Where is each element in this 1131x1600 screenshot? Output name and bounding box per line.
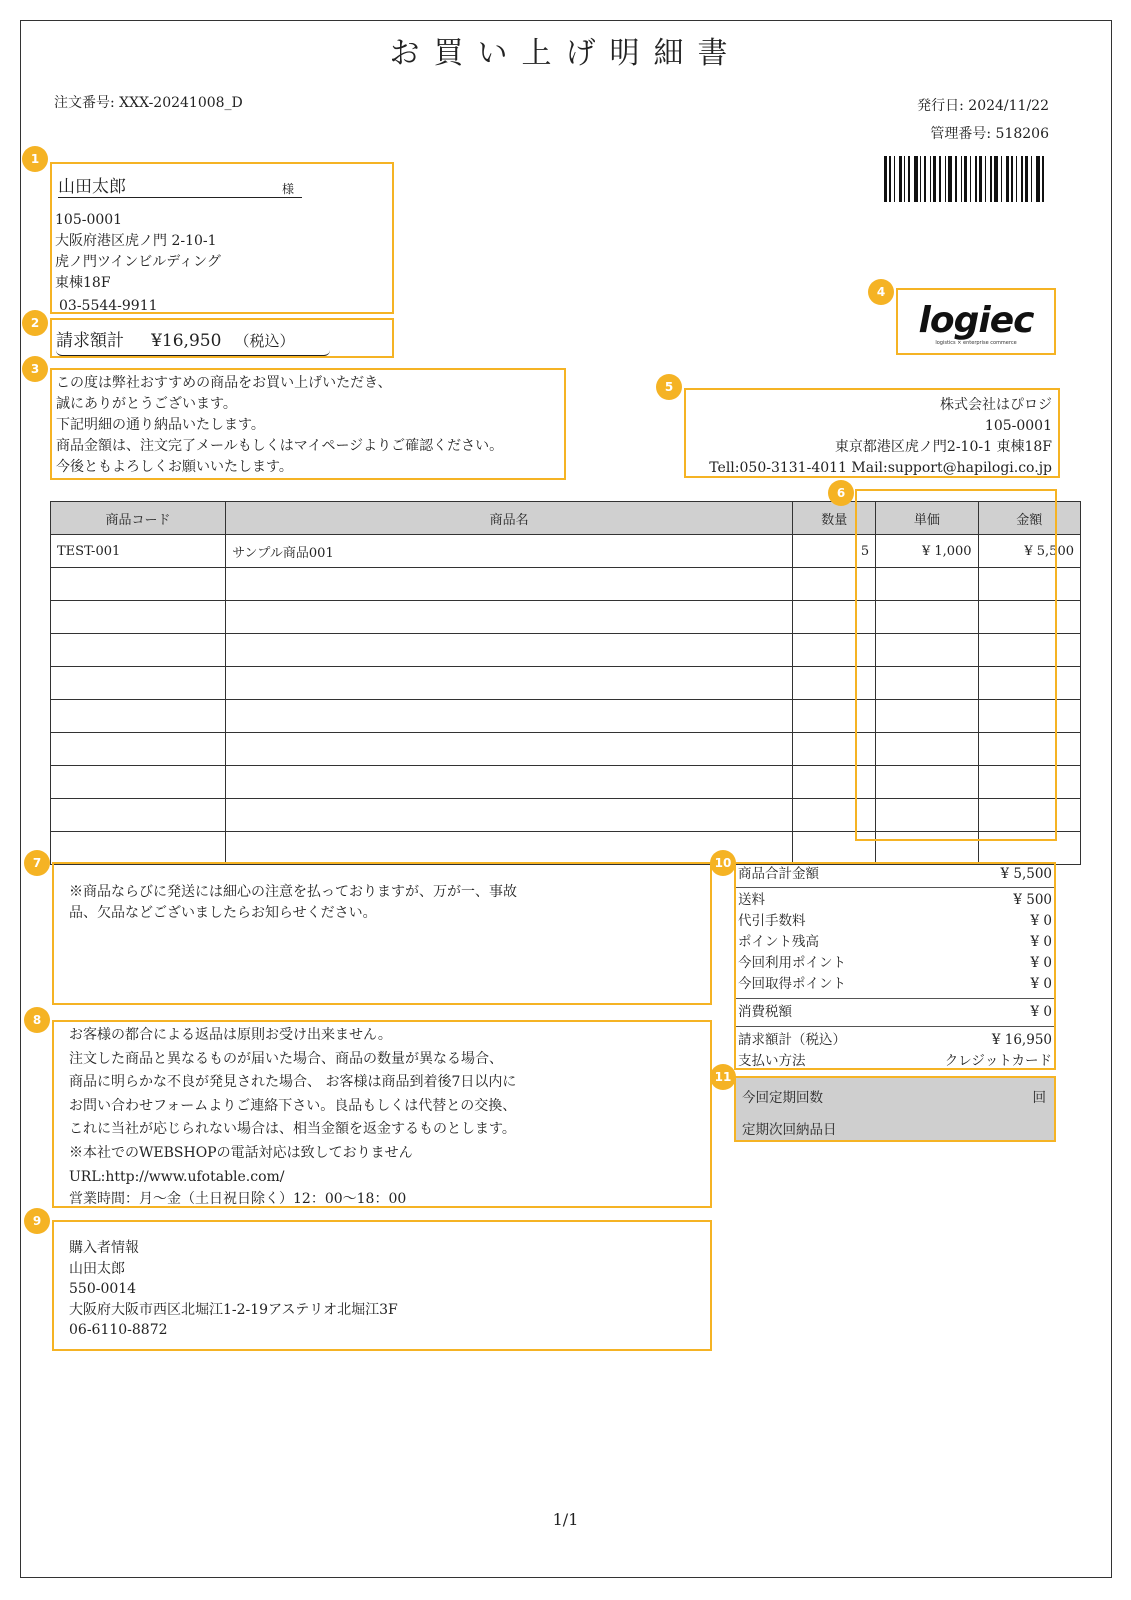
barcode-bar <box>930 156 931 202</box>
notice-box <box>52 862 712 1005</box>
barcode-bar <box>1031 156 1032 202</box>
badge-9: 9 <box>24 1208 50 1234</box>
badge-11: 11 <box>710 1064 736 1090</box>
purchaser-phone: 06-6110-8872 <box>69 1322 168 1338</box>
barcode-bar <box>1011 156 1013 202</box>
document-title: お買い上げ明細書 <box>389 36 742 71</box>
barcode-bar <box>899 156 902 202</box>
summary-row <box>736 1002 1054 1023</box>
cell-name <box>226 766 793 799</box>
purchaser-address: 大阪府大阪市西区北堀江1-2-19アステリオ北堀江3F <box>69 1301 398 1318</box>
barcode-bar <box>948 156 952 202</box>
summary-row <box>736 953 1054 974</box>
customer-honorific: 様 <box>282 182 295 196</box>
cell-name <box>226 601 793 634</box>
logo-box <box>896 288 1056 355</box>
barcode-bar <box>975 156 977 202</box>
customer-phone: 03-5544-9911 <box>59 298 158 314</box>
policy-line: これに当社が応じられない場合は、相当金額を返金するものとします。 <box>69 1121 516 1138</box>
subscription-count-unit: 回 <box>1032 1090 1046 1106</box>
summary-box <box>734 862 1056 1070</box>
address-line: 虎ノ門ツインビルディング <box>55 254 221 270</box>
barcode-bar <box>994 156 998 202</box>
badge-2: 2 <box>22 310 48 336</box>
cell-name <box>226 667 793 700</box>
message-line: 今後ともよろしくお願いいたします。 <box>56 459 293 475</box>
barcode-bar <box>920 156 921 202</box>
barcode <box>884 156 1078 202</box>
customer-box <box>50 162 394 314</box>
issue-date: 発行日: 2024/11/22 <box>917 98 1049 114</box>
cell-code <box>51 634 226 667</box>
badge-3: 3 <box>22 356 48 382</box>
summary-row <box>736 890 1054 911</box>
notice-line: ※商品ならびに発送には細心の注意を払っておりますが、万が一、事故 <box>69 884 517 900</box>
policy-line: お客様の都合による返品は原則お受け出来ません。 <box>69 1027 392 1043</box>
barcode-bar <box>908 156 910 202</box>
summary-row <box>736 864 1054 885</box>
summary-value: ¥ 500 <box>1013 892 1052 908</box>
summary-row <box>736 932 1054 953</box>
barcode-bar <box>1025 156 1028 202</box>
billing-box <box>50 318 394 358</box>
purchaser-box <box>52 1220 712 1351</box>
policy-line: 商品に明らかな不良が発見された場合、 お客様は商品到着後7日以内に <box>69 1074 517 1091</box>
cell-name <box>226 634 793 667</box>
summary-label: ポイント残高 <box>738 934 819 950</box>
message-line: 誠にありがとうございます。 <box>56 396 237 412</box>
company-name: 株式会社はぴロジ <box>940 397 1052 413</box>
barcode-bar <box>894 156 895 202</box>
summary-value: クレジットカード <box>944 1053 1052 1069</box>
barcode-bar <box>1001 156 1002 202</box>
badge-8: 8 <box>24 1007 50 1033</box>
summary-label: 今回利用ポイント <box>738 955 846 971</box>
barcode-bar <box>1016 156 1017 202</box>
billing-line <box>56 326 330 356</box>
summary-value: ¥ 5,500 <box>1000 866 1052 882</box>
policy-line: 注文した商品と異なるものが届いた場合、商品の数量が異なる場合、 <box>69 1050 503 1067</box>
cell-amount: ¥ 5,500 <box>978 535 1080 568</box>
page-number: 1/1 <box>552 1510 579 1529</box>
summary-row <box>736 974 1054 995</box>
customer-postal: 105-0001 <box>55 212 123 228</box>
summary-label: 請求額計（税込） <box>738 1032 846 1048</box>
cell-code <box>51 832 226 865</box>
customer-name-line <box>58 172 302 198</box>
billing-tax-note: （税込） <box>234 332 295 350</box>
barcode-bar <box>924 156 926 202</box>
badge-10: 10 <box>710 850 736 876</box>
customer-name: 山田太郎 <box>58 177 126 197</box>
summary-value: ¥ 16,950 <box>991 1032 1052 1048</box>
purchaser-heading: 購入者情報 <box>69 1240 139 1256</box>
cell-code <box>51 667 226 700</box>
cell-name <box>226 832 793 865</box>
company-contact: Tell:050-3131-4011 Mail:support@hapilogi.co.jp <box>709 460 1052 476</box>
cell-name <box>226 799 793 832</box>
cell-code <box>51 766 226 799</box>
summary-row <box>736 1030 1054 1051</box>
company-postal: 105-0001 <box>984 418 1052 434</box>
barcode-bar <box>889 156 891 202</box>
cell-code <box>51 799 226 832</box>
subscription-next-delivery-label: 定期次回納品日 <box>742 1122 837 1138</box>
billing-label: 請求額計 <box>56 331 124 351</box>
barcode-bar <box>1042 156 1044 202</box>
cell-code: TEST-001 <box>51 535 226 568</box>
policy-line: お問い合わせフォームよりご連絡下さい。良品もしくは代替との交換、 <box>69 1097 517 1114</box>
cell-code <box>51 700 226 733</box>
col-header-unit-price: 単価 <box>876 502 978 535</box>
barcode-bar <box>964 156 967 202</box>
barcode-bar <box>914 156 918 202</box>
message-box <box>50 368 566 480</box>
purchaser-name: 山田太郎 <box>69 1260 125 1277</box>
summary-label: 商品合計金額 <box>738 866 819 882</box>
summary-value: ¥ 0 <box>1030 934 1052 950</box>
cell-name: サンプル商品001 <box>226 535 793 568</box>
barcode-bar <box>1036 156 1040 202</box>
summary-value: ¥ 0 <box>1030 913 1052 929</box>
summary-label: 送料 <box>738 892 765 908</box>
cell-code <box>51 568 226 601</box>
barcode-bar <box>985 156 986 202</box>
barcode-bar <box>1021 156 1023 202</box>
summary-value: ¥ 0 <box>1030 976 1052 992</box>
badge-4: 4 <box>868 279 894 305</box>
message-line: 商品金額は、注文完了メールもしくはマイページよりご確認ください。 <box>56 438 504 454</box>
badge-5: 5 <box>656 374 682 400</box>
policy-hours: 営業時間：月～金（土日祝日除く）12：00～18：00 <box>69 1191 407 1208</box>
col-header-code: 商品コード <box>51 502 226 535</box>
message-line: この度は弊社おすすめの商品をお買い上げいただき、 <box>56 375 392 391</box>
address-line: 東棟18F <box>55 275 111 291</box>
badge-6: 6 <box>828 480 854 506</box>
summary-label: 支払い方法 <box>738 1053 806 1069</box>
cell-code <box>51 733 226 766</box>
summary-label: 今回取得ポイント <box>738 976 846 992</box>
barcode-bar <box>961 156 962 202</box>
company-address: 東京都港区虎ノ門2-10-1 東棟18F <box>834 439 1052 455</box>
cell-name <box>226 733 793 766</box>
barcode-bar <box>979 156 982 202</box>
notice-line: 品、欠品などございましたらお知らせください。 <box>69 905 377 921</box>
cell-name <box>226 568 793 601</box>
summary-row <box>736 911 1054 932</box>
summary-label: 代引手数料 <box>738 913 806 929</box>
barcode-bar <box>904 156 905 202</box>
policy-line: ※本社でのWEBSHOPの電話対応は致しておりません <box>69 1144 413 1161</box>
logo-tagline: logistics × enterprise commerce <box>935 340 1017 346</box>
cell-name <box>226 700 793 733</box>
customer-address <box>55 210 221 317</box>
order-number: 注文番号: XXX-20241008_D <box>54 95 243 111</box>
company-box <box>684 388 1060 478</box>
cell-unit-price: ¥ 1,000 <box>876 535 978 568</box>
col-header-name: 商品名 <box>226 502 793 535</box>
summary-value: ¥ 0 <box>1030 955 1052 971</box>
logo: logiec <box>918 300 1034 341</box>
address-line: 大阪府港区虎ノ門 2-10-1 <box>55 233 217 249</box>
barcode-bar <box>945 156 946 202</box>
billing-amount: ¥16,950 <box>151 331 222 351</box>
barcode-bar <box>955 156 957 202</box>
barcode-bar <box>933 156 936 202</box>
policy-url: URL:http://www.ufotable.com/ <box>69 1168 285 1185</box>
management-number: 管理番号: 518206 <box>930 126 1049 142</box>
purchaser-postal: 550-0014 <box>69 1281 137 1297</box>
returns-policy-box <box>52 1020 712 1208</box>
barcode-bar <box>970 156 971 202</box>
barcode-bar <box>884 156 887 202</box>
price-columns-highlight <box>855 489 1057 841</box>
cell-code <box>51 601 226 634</box>
subscription-count-label: 今回定期回数 <box>742 1090 823 1106</box>
summary-label: 消費税額 <box>738 1004 792 1020</box>
barcode-bar <box>939 156 941 202</box>
cell-qty: 5 <box>793 535 876 568</box>
message-line: 下記明細の通り納品いたします。 <box>56 417 265 433</box>
barcode-bar <box>1006 156 1009 202</box>
subscription-box <box>734 1076 1056 1142</box>
badge-7: 7 <box>24 850 50 876</box>
badge-1: 1 <box>22 146 48 172</box>
col-header-amount: 金額 <box>978 502 1080 535</box>
summary-row <box>736 1051 1054 1072</box>
col-header-qty: 数量 <box>793 502 876 535</box>
barcode-bar <box>990 156 992 202</box>
summary-value: ¥ 0 <box>1030 1004 1052 1020</box>
